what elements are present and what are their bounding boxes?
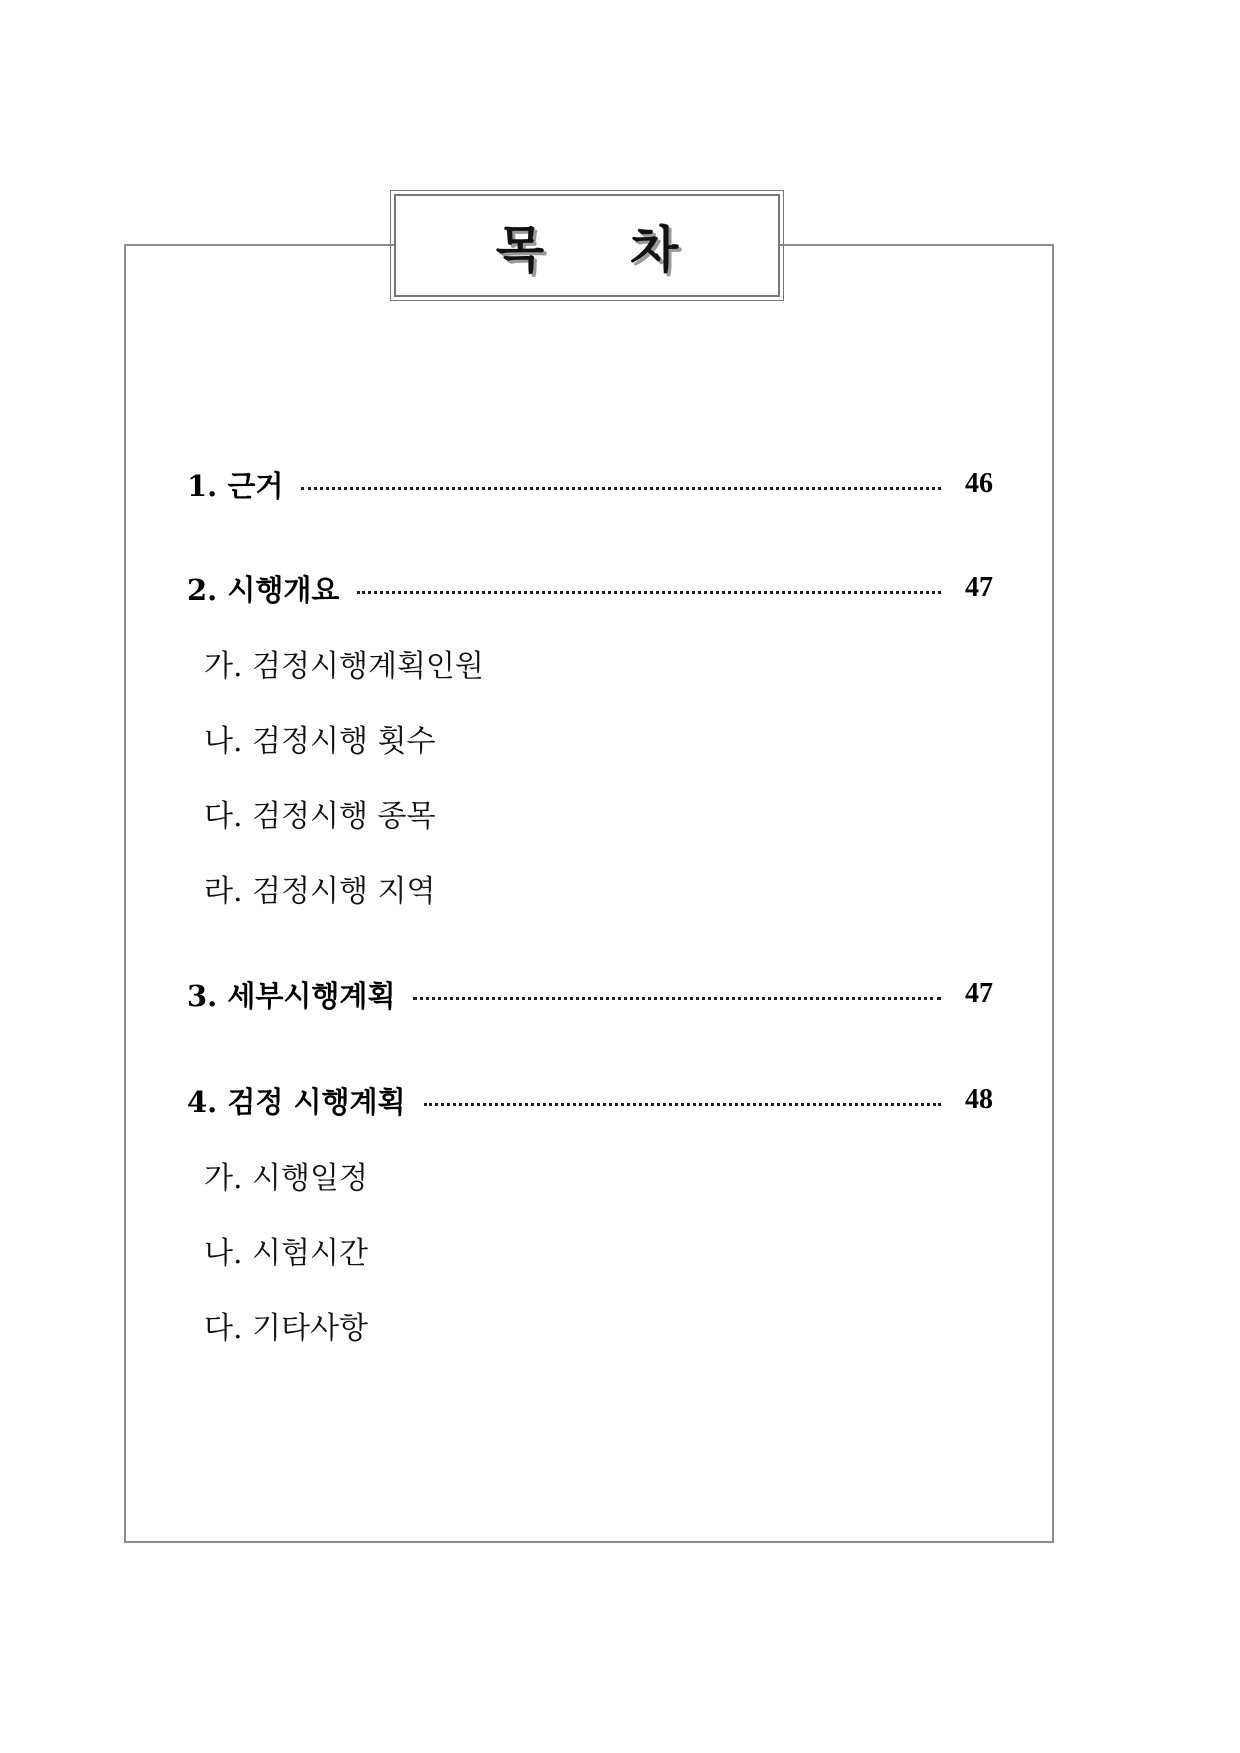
toc-entry-3[interactable] bbox=[187, 972, 993, 1016]
toc-entry-label: 3. 세부시행계획 bbox=[187, 978, 396, 1013]
toc-title-part1: 목 bbox=[495, 220, 544, 279]
toc-entry-1[interactable] bbox=[187, 462, 993, 506]
toc-subitem[interactable]: 가. 시행일정 bbox=[204, 1161, 368, 1196]
toc-title-box bbox=[394, 194, 780, 297]
toc-title-part2: 차 bbox=[630, 220, 679, 279]
toc-entry-page: 48 bbox=[965, 1084, 993, 1115]
dot-leader bbox=[301, 487, 941, 490]
toc-subitem[interactable]: 라. 검정시행 지역 bbox=[204, 874, 436, 909]
toc-subitem[interactable]: 다. 검정시행 종목 bbox=[204, 799, 436, 834]
toc-subitem[interactable]: 나. 시험시간 bbox=[204, 1236, 368, 1271]
toc-entry-label: 1. 근거 bbox=[187, 468, 284, 503]
dot-leader bbox=[357, 591, 941, 594]
toc-entry-label: 2. 시행개요 bbox=[187, 572, 340, 607]
toc-entry-page: 47 bbox=[965, 978, 993, 1009]
toc-entry-4[interactable] bbox=[187, 1078, 993, 1122]
toc-entry-page: 46 bbox=[965, 468, 993, 499]
dot-leader bbox=[424, 1103, 941, 1106]
toc-subitem[interactable]: 나. 검정시행 횟수 bbox=[204, 724, 436, 759]
toc-entry-label: 4. 검정 시행계획 bbox=[187, 1084, 406, 1119]
toc-subitem[interactable]: 다. 기타사항 bbox=[204, 1311, 368, 1346]
toc-entry-2[interactable] bbox=[187, 566, 993, 610]
toc-subitem[interactable]: 가. 검정시행계획인원 bbox=[204, 649, 484, 684]
dot-leader bbox=[413, 997, 941, 1000]
toc-entry-page: 47 bbox=[965, 572, 993, 603]
